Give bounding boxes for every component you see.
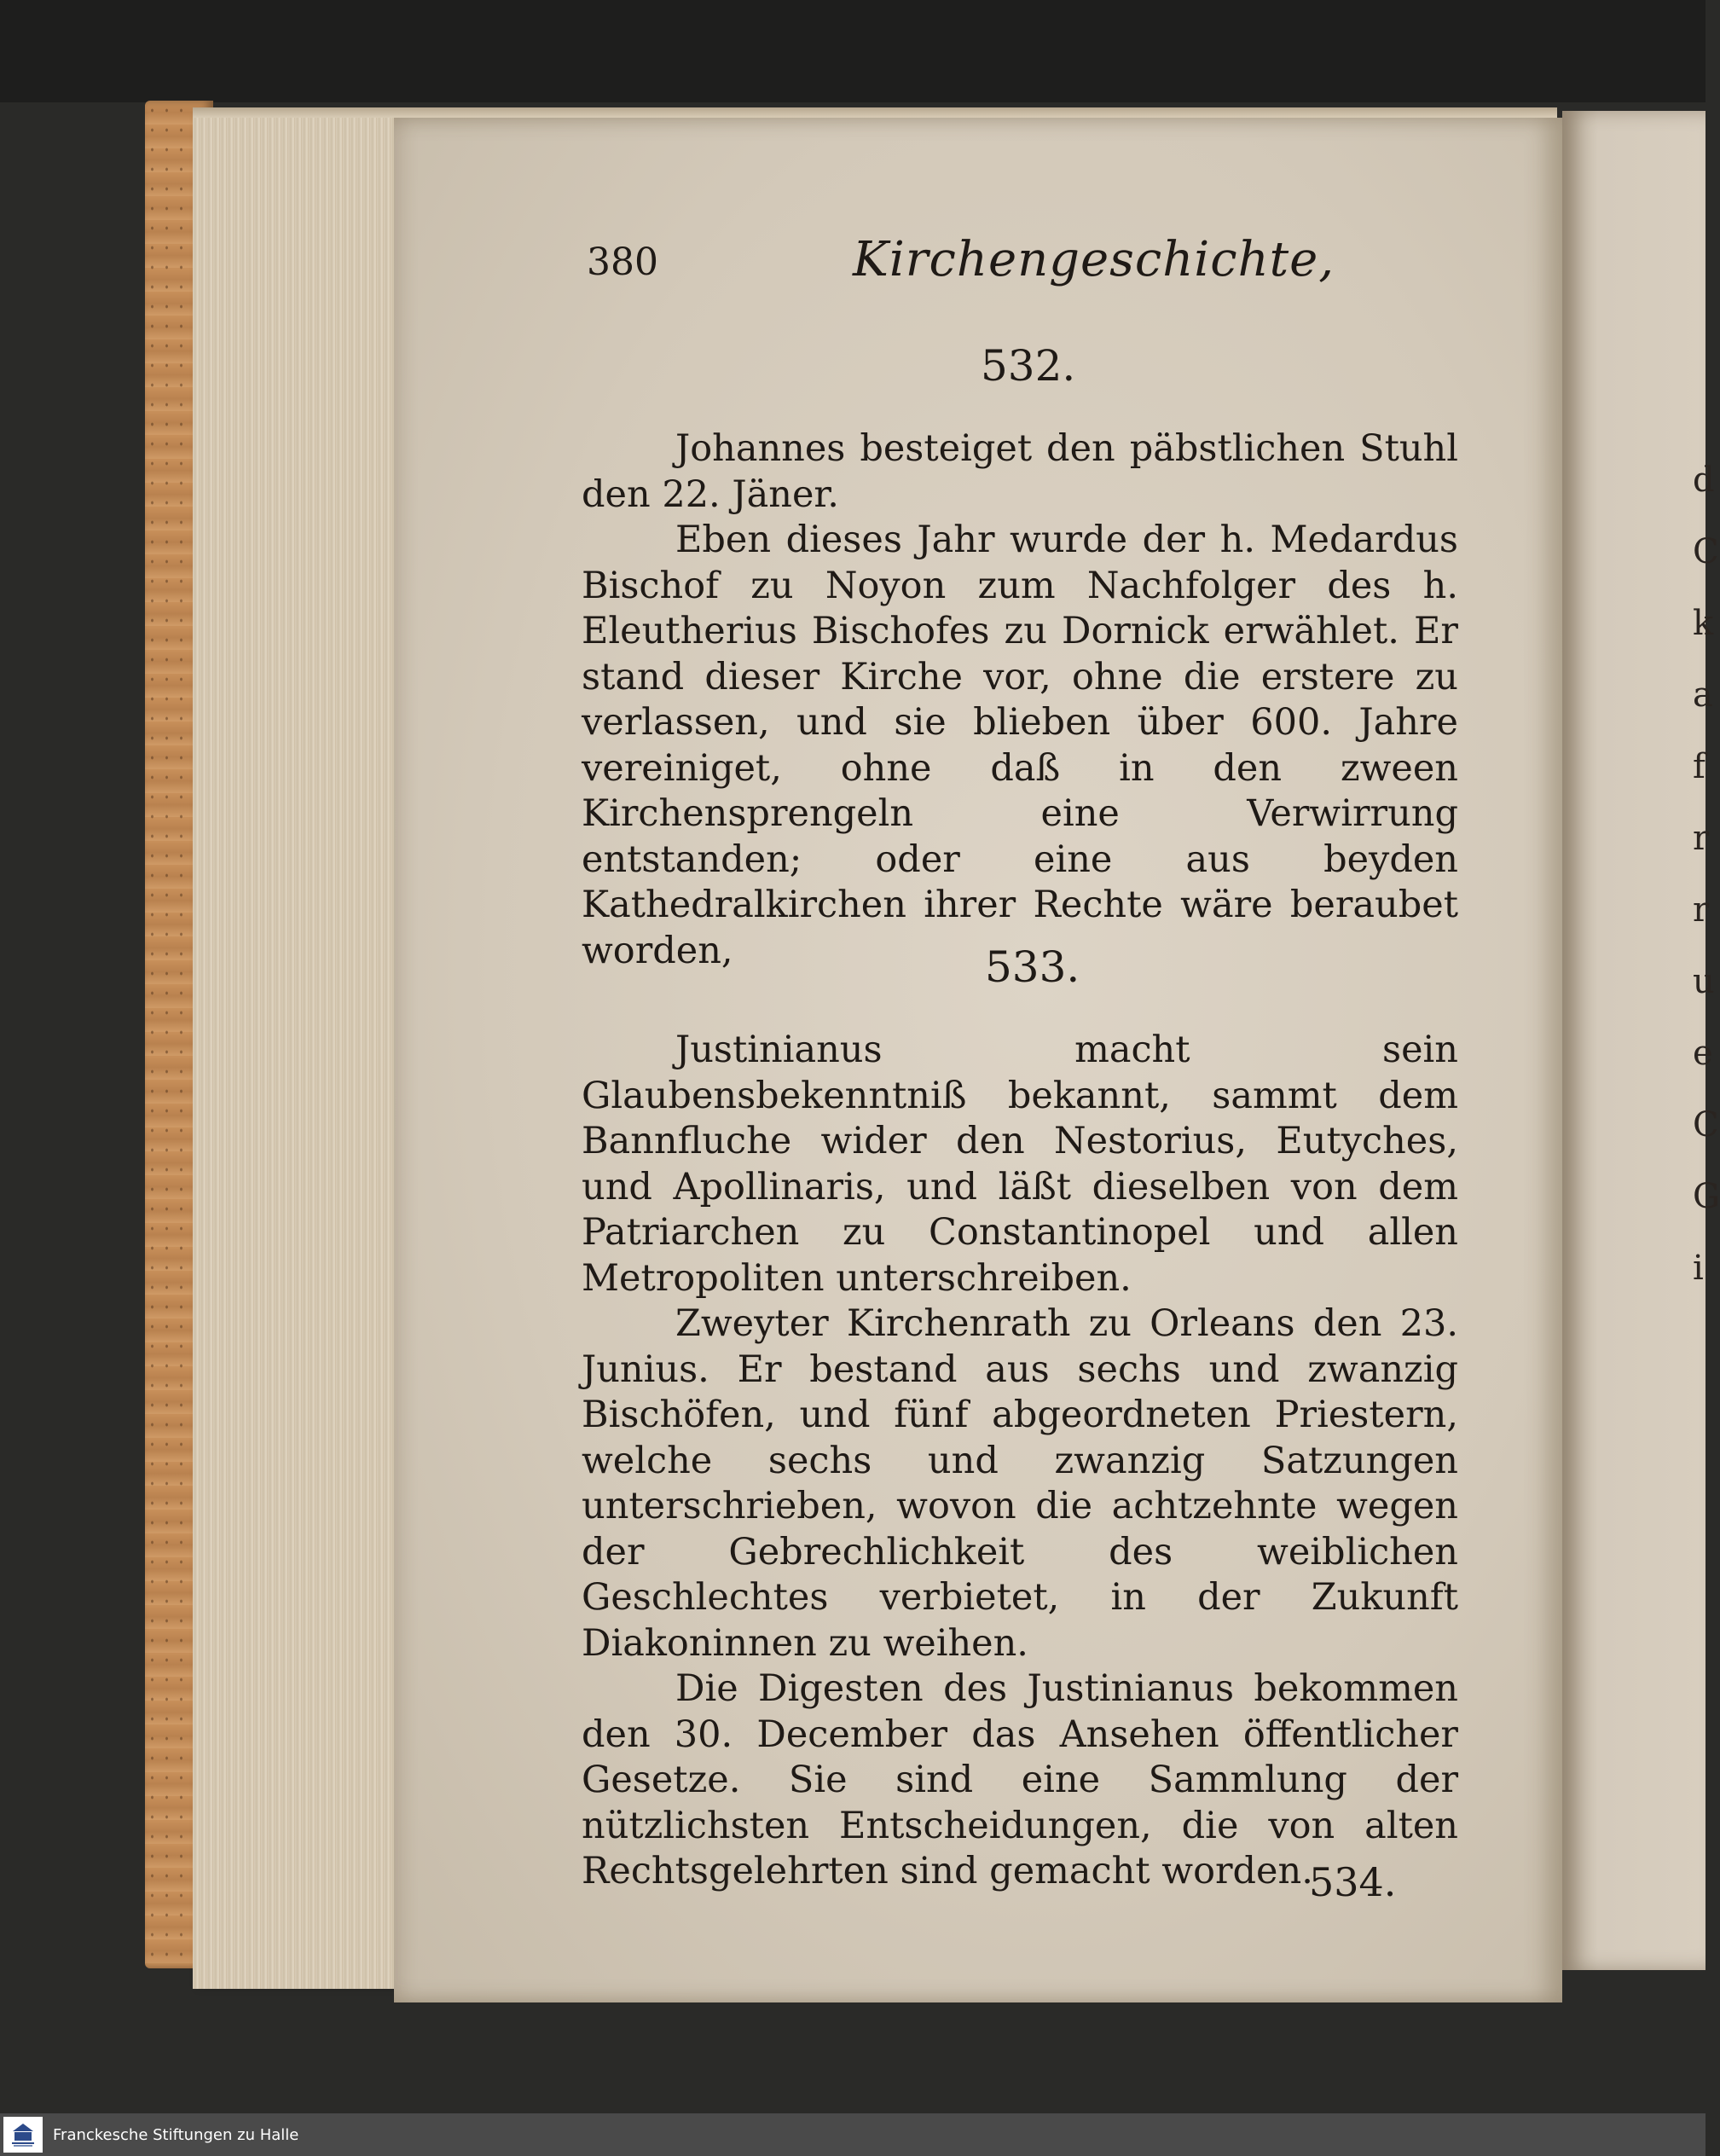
recto-fragment-char: u xyxy=(1693,962,1715,1001)
footer-bar xyxy=(0,2113,1706,2156)
running-head: Kirchengeschichte, xyxy=(853,232,1335,287)
section-number: 533. xyxy=(985,942,1080,992)
paragraph: Justinianus macht sein Glaubensbekenntniß bekannt, sammt dem Bannfluche wider den Nestorius, Eutyches, und Apollinaris, und läßt dieselben von dem Patriarchen zu Constantinopel und allen Metropoliten unterschreiben. xyxy=(582,1029,1458,1300)
recto-fragment-char: f xyxy=(1693,747,1706,786)
recto-fragment-char: C xyxy=(1693,532,1719,571)
section-533-text xyxy=(582,1028,1458,1895)
section-number: 532. xyxy=(981,341,1076,391)
recto-text-fragments xyxy=(1693,461,1720,1484)
catchword: 534. xyxy=(1309,1859,1397,1905)
book-page-recto-fragment xyxy=(1562,111,1720,1970)
paragraph: Johannes besteiget den päbstlichen Stuhl den 22. Jäner. xyxy=(582,427,1458,516)
recto-fragment-char: G xyxy=(1693,1177,1720,1216)
recto-fragment-char: a xyxy=(1693,675,1713,715)
page-block-top-edge xyxy=(193,107,1557,118)
recto-fragment-char: i xyxy=(1693,1249,1704,1288)
paragraph: Zweyter Kirchenrath zu Orleans den 23. Junius. Er bestand aus sechs und zwanzig Bischöfen, und fünf abgeordneten Priestern, welche sechs und zwanzig Satzungen unterschrieben, wovon die achtzehnte wegen der Gebrechlichkeit des weiblichen Geschlechtes verbietet, in der Zukunft Diakoninnen zu weihen. xyxy=(582,1302,1458,1665)
institution-logo-icon[interactable] xyxy=(3,2117,43,2153)
paragraph: Eben dieses Jahr wurde der h. Medardus Bischof zu Noyon zum Nachfolger des h. Eleutherius Bischofes zu Dornick erwählet. Er stand dieser Kirche vor, ohne die erstere zu verlassen, und sie blieben über 600. Jahre vereiniget, ohne daß in den zween Kirchensprengeln eine Verwirrung entstanden; oder eine aus beyden Kathedralkirchen ihrer Rechte wäre beraubet worden, xyxy=(582,519,1458,972)
recto-fragment-char: d xyxy=(1693,461,1715,500)
recto-fragment-char: k xyxy=(1693,604,1714,643)
page-block-edges xyxy=(193,113,397,1989)
recto-fragment-char: r xyxy=(1693,890,1710,930)
paragraph: Die Digesten des Justinianus bekommen den 30. December das Ansehen öffentlicher Gesetze. Sie sind eine Sammlung der nützlichsten Entscheidungen, die von alten Rechtsgelehrten sind gemacht worden. xyxy=(582,1667,1458,1892)
page-number: 380 xyxy=(587,241,658,284)
footer-label[interactable]: Franckesche Stiftungen zu Halle xyxy=(53,2125,299,2144)
section-532-text xyxy=(582,426,1458,974)
recto-fragment-char: C xyxy=(1693,1105,1719,1145)
backdrop xyxy=(0,0,1706,102)
recto-fragment-char: r xyxy=(1693,819,1710,858)
recto-fragment-char: e xyxy=(1693,1034,1713,1073)
